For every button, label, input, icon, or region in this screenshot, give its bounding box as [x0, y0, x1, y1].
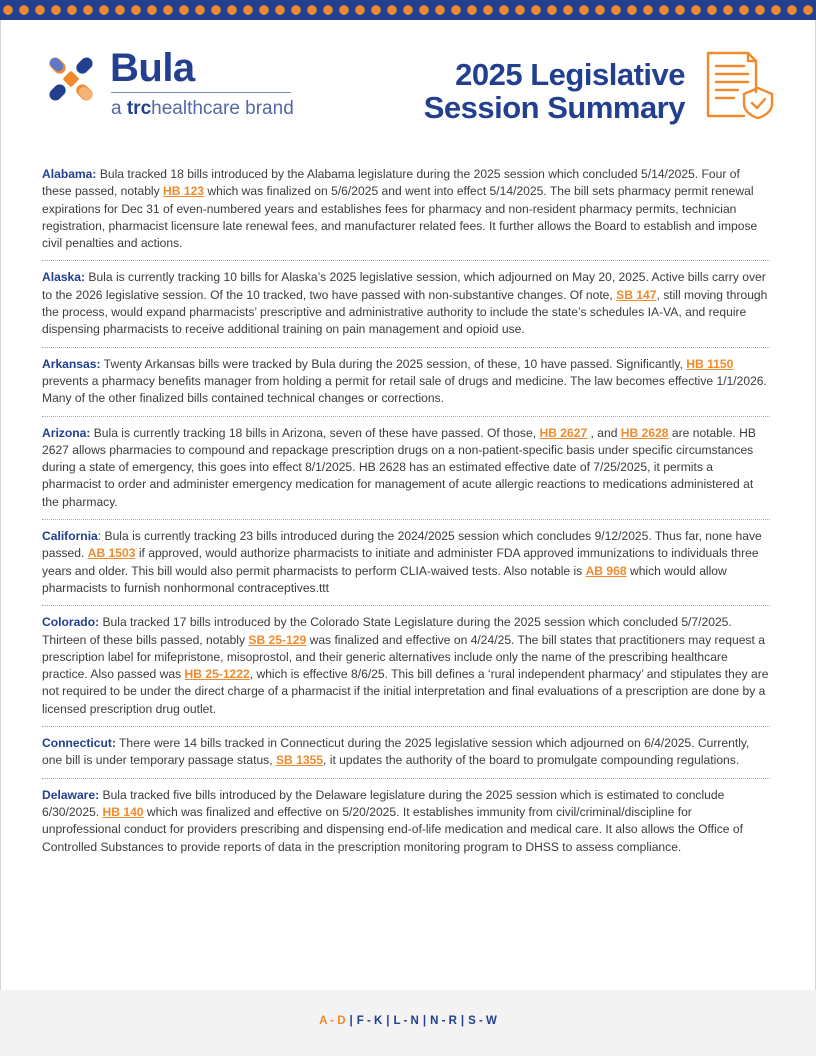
document-shield-icon — [704, 50, 776, 120]
entry-arkansas — [42, 356, 770, 408]
state-name: California — [42, 529, 98, 544]
brand-tag-prefix: a — [111, 98, 127, 119]
nav-separator: | — [422, 1015, 427, 1027]
entry-text: Bula is currently tracking 18 bills in Arizona, seven of these have passed. Of those, — [90, 425, 540, 440]
entry-text: Bula is currently tracking 10 bills for Alaska’s 2025 legislative session, which adjourned on May 20, 2025. Active bills carry over to the 2026 legislative session. Of the 10 tracked, two have passed with non-substantive changes. Of note, — [42, 270, 766, 302]
nav-link-f-k[interactable]: F - K — [356, 1015, 383, 1027]
entry-arizona — [42, 425, 770, 511]
bill-link[interactable]: SB 147 — [616, 287, 657, 302]
state-name: Colorado: — [42, 615, 100, 630]
nav-link-a-d[interactable]: A - D — [319, 1015, 346, 1027]
state-name: Arizona: — [42, 425, 91, 440]
bula-logo[interactable] — [40, 46, 300, 126]
state-name: Alabama: — [42, 167, 97, 181]
dotted-divider — [42, 416, 770, 417]
entry-text: Bula tracked 17 bills introduced by the Colorado State Legislature during the 2025 session which concluded 5/7/2025. Thirteen of these bills passed, notably — [42, 615, 732, 647]
entry-text: , and — [587, 425, 621, 440]
nav-link-n-r[interactable]: N - R — [430, 1015, 457, 1027]
entry-text: which was finalized on 5/6/2025 and went into effect 5/14/2025. The bill sets pharmacy permit renewal expirations for Dec 31 of even-numbered years and establishes fees for pharmacy and non-resident pharmacy permits, technician registration, pharmacist licensure late renewal fees, and manufacturer related fees. It further allows the Board to establish and impose civil penalties and actions. — [42, 184, 758, 251]
nav-separator: | — [386, 1015, 390, 1027]
dotted-divider — [42, 605, 770, 606]
bill-link[interactable]: SB 1355 — [275, 753, 324, 768]
nav-separator: | — [349, 1015, 353, 1027]
bill-link[interactable]: HB 2627 — [539, 425, 588, 440]
entry-text: prevents a pharmacy benefits manager from holding a permit for retail sale of drugs and medicine. The law becomes effective 1/1/2026. Many of the other finalized bills contained technical changes or corrections. — [42, 373, 767, 406]
brand-tag-suffix: healthcare brand — [151, 98, 294, 119]
bill-link[interactable]: AB 1503 — [87, 546, 136, 561]
bill-link[interactable]: HB 25-1222 — [184, 667, 250, 682]
bill-link[interactable]: HB 140 — [102, 804, 144, 819]
entry-text: : Bula is currently tracking 23 bills introduced during the 2024/2025 session which concludes 9/12/2025. Thus far, none have passed. — [42, 529, 762, 561]
page-title-line-1: 2025 Legislative — [455, 57, 685, 92]
dotted-divider — [42, 519, 770, 520]
bill-link[interactable]: HB 2628 — [620, 425, 669, 440]
entry-text: Twenty Arkansas bills were tracked by Bula during the 2025 session, of these, 10 have passed. Significantly, — [100, 356, 687, 371]
entry-text: which would allow pharmacists to furnish nonhormonal contraceptives.ttt — [42, 563, 727, 595]
state-name: Connecticut: — [42, 736, 116, 751]
dotted-divider — [42, 778, 770, 779]
entry-text: , which is effective 8/6/25. This bill defines a ‘rural independent pharmacy’ and stipulates they are not required to be under the direct charge of a pharmacist if the initial interpretation and final evaluations of a prescription are done by a licensed prescription drug outlet. — [42, 667, 769, 716]
page-title-line-2: Session Summary — [423, 90, 685, 125]
state-summaries — [42, 166, 770, 856]
bill-link[interactable]: SB 25-129 — [248, 632, 307, 647]
bill-link[interactable]: AB 968 — [585, 563, 627, 578]
left-border — [0, 20, 1, 990]
footer-navigation — [0, 990, 816, 1056]
nav-separator: | — [460, 1015, 465, 1027]
entry-text: , it updates the authority of the board to promulgate compounding regulations. — [323, 753, 740, 768]
dotted-divider — [42, 726, 770, 727]
entry-alabama — [42, 166, 770, 252]
entry-text: was finalized and effective on 4/24/25. The bill states that practitioners may request a prescription label for mifepristone, misoprostol, and their generic alternatives include only the name of the prescribing healthcare practice. Also passed was — [42, 632, 765, 682]
entry-connecticut — [42, 735, 770, 770]
entry-california — [42, 528, 770, 597]
state-name: Arkansas: — [42, 356, 101, 371]
dotted-divider — [42, 347, 770, 348]
entry-text: Bula tracked five bills introduced by the Delaware legislature during the 2025 session which is estimated to conclude 6/30/2025. — [42, 787, 725, 819]
entry-alaska — [42, 269, 770, 338]
bill-link[interactable]: HB 123 — [163, 184, 205, 199]
nav-link-s-w[interactable]: S - W — [468, 1015, 497, 1027]
brand-divider — [111, 92, 291, 93]
dotted-divider — [42, 260, 770, 261]
nav-link-l-n[interactable]: L - N — [393, 1015, 419, 1027]
brand-tag-bold: trc — [126, 98, 152, 119]
state-name: Delaware: — [42, 787, 100, 802]
brand-name: Bula — [110, 46, 195, 90]
entry-colorado — [42, 614, 770, 718]
page-title — [380, 58, 685, 124]
entry-text: , still moving through the process, would expand pharmacists’ prescriptive and administrative authority to include the state’s schedules IA-VA, and require dispensing pharmacists to receive additional training on pain management and opioid use. — [42, 287, 768, 337]
bula-logo-mark-icon — [40, 48, 102, 110]
entry-text: if approved, would authorize pharmacists to initiate and administer FDA approved immunizations to individuals three years and older. This bill would also permit pharmacists to perform CLIA-waived tests. Also notable is — [42, 546, 759, 578]
entry-delaware — [42, 787, 770, 856]
entry-text: Bula tracked 18 bills introduced by the Alabama legislature during the 2025 session which concluded 5/14/2025. Four of these passed, notably — [42, 167, 740, 199]
entry-text: There were 14 bills tracked in Connecticut during the 2025 legislative session which adjourned on 6/4/2025. Currently, one bill is under temporary passage status, — [42, 736, 750, 768]
entry-text: are notable. HB 2627 allows pharmacies to compound and repackage prescription drugs on a non-patient-specific basis under specific circumstances during a state of emergency, this goes into effect 8/1/2025. HB 2628 has an estimated effective date of 7/25/2025, it permits a pharmacist to order and administer emergency medication for management of acute allergic reactions to medications administered at the pharmacy. — [42, 425, 756, 509]
state-name: Alaska: — [42, 270, 86, 285]
brand-tagline — [111, 98, 294, 120]
decorative-top-band — [0, 0, 816, 20]
bill-link[interactable]: HB 1150 — [686, 356, 734, 371]
entry-text: which was finalized and effective on 5/20/2025. It establishes immunity from civil/criminal/discipline for unprofessional conduct for providers prescribing and dispensing end-of-life medication and medical care. It also allows the Office of Controlled Substances to provide reports of data in the prescription monitoring program to DHSS to assess compliance. — [42, 804, 743, 854]
